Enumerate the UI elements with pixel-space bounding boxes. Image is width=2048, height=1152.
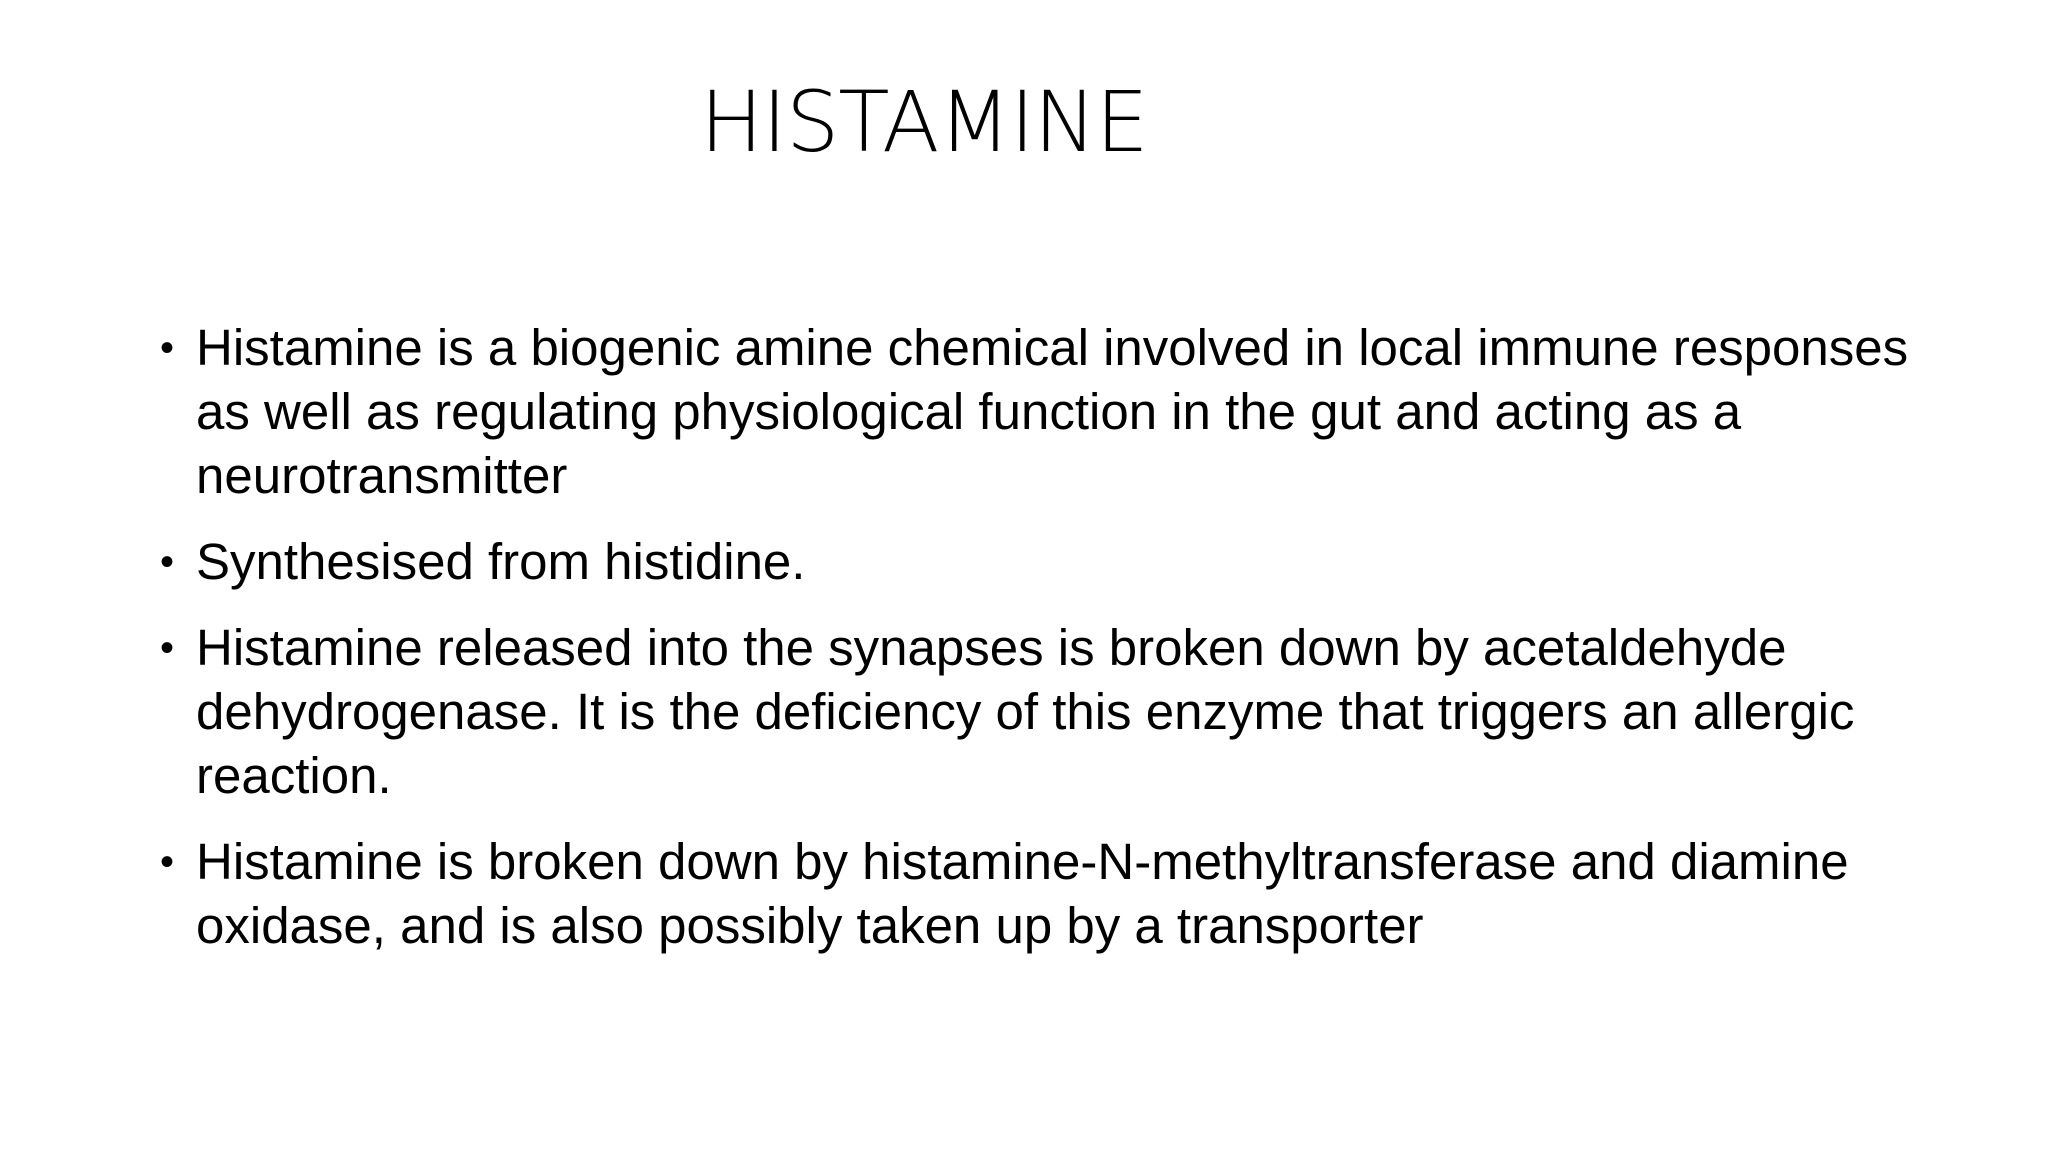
bullet-item: [152, 616, 1912, 808]
bullet-text: Histamine is a biogenic amine chemical involved in local immune responses as well as regulating physiological function in the gut and acting as a neurotransmitter: [196, 319, 1909, 504]
bullet-item: [152, 530, 1912, 594]
bullet-text: Histamine is broken down by histamine-N-methyltransferase and diamine oxidase, and is also possibly taken up by a transporter: [196, 833, 1849, 954]
bullet-item: [152, 830, 1912, 958]
bullet-dot-icon: •: [160, 326, 175, 370]
slide-title: HISTAMINE: [700, 73, 1148, 171]
bullet-text: Histamine released into the synapses is broken down by acetaldehyde dehydrogenase. It is the deficiency of this enzyme that triggers an allergic reaction.: [196, 619, 1855, 804]
bullet-dot-icon: •: [160, 626, 175, 670]
bullet-dot-icon: •: [160, 840, 175, 884]
bullet-text: Synthesised from histidine.: [196, 533, 806, 590]
bullet-dot-icon: •: [160, 540, 175, 584]
bullet-item: [152, 316, 1912, 508]
bullet-list: [152, 316, 1912, 980]
